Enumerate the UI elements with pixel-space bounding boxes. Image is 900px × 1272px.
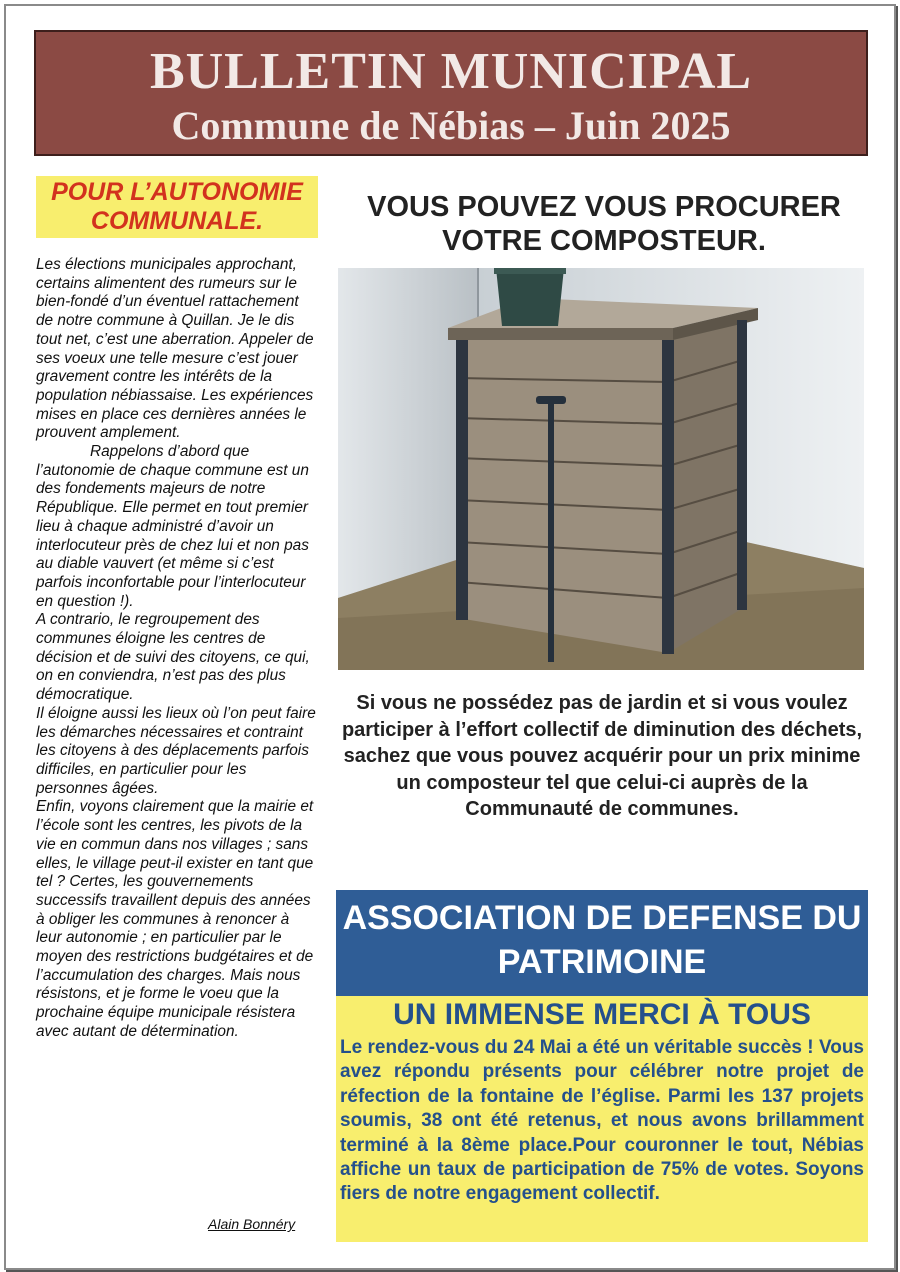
association-panel — [336, 996, 868, 1242]
association-article-body: Le rendez-vous du 24 Mai a été un véritable succès ! Vous avez répondu présents pour célébrer notre projet de réfection de la fontaine de l’église. Parmi les 137 projets soumis, 38 ont été retenus, et nous avons brillamment terminé à la 8ème place.Pour couronner le tout, Nébias affiche un taux de participation de 75% de votes. Soyons fiers de notre engagement collectif. — [340, 1037, 864, 1205]
masthead — [34, 30, 868, 156]
article-paragraph: Les élections municipales approchant, certains alimentent des rumeurs sur le bien-fondé d’un éventuel rattachement de notre commune à Quillan. Je le dis tout net, c’est une aberration. Appeler de ses voeux une telle mesure c’est jouer gravement contre les intérêts de la population nébiassaise. Les expériences mises en place ces dernières années le prouvent amplement. — [36, 256, 314, 442]
association-subheadline: UN IMMENSE MERCI À TOUS — [393, 998, 811, 1031]
article-paragraph: A contrario, le regroupement des communes éloigne les centres de décision et de suivi des citoyens, ce qui, on en conviendra, n’est pas des plus démocratique. — [36, 611, 310, 704]
masthead-title: BULLETIN MUNICIPAL — [149, 43, 753, 100]
compost-article-body: Si vous ne possédez pas de jardin et si vous voulez participer à l’effort collectif de diminution des déchets, sachez que vous pouvez acquérir pour un prix minime un composteur tel que celui-ci auprès de la Communauté de communes. — [341, 692, 863, 820]
masthead-subtitle: Commune de Nébias – Juin 2025 — [171, 103, 731, 148]
author-signature: Alain Bonnéry — [208, 1216, 296, 1232]
autonomy-article-body — [36, 256, 318, 1042]
autonomy-headline: POUR L’AUTONOMIE COMMUNALE. — [36, 176, 318, 238]
article-paragraph: Rappelons d’abord que l’autonomie de chaque commune est un des fondements majeurs de notre République. Elle permet en tout premier lieu à chaque administré d’avoir un interlocuteur près de chez lui et non pas au diable vauvert (et même si c’est parfois inconfortable pour l’interlocuteur en question !). — [36, 443, 309, 610]
composter-photo — [338, 268, 864, 670]
compost-headline: VOUS POUVEZ VOUS PROCURER VOTRE COMPOSTEUR. — [367, 191, 841, 257]
association-headline: ASSOCIATION DE DEFENSE DU PATRIMOINE — [336, 890, 868, 996]
article-paragraph: Il éloigne aussi les lieux où l’on peut faire les démarches nécessaires et contraint les citoyens à des déplacements parfois difficiles, en particulier pour les personnes âgées. — [36, 704, 316, 797]
composter-illustration — [338, 268, 864, 670]
article-paragraph: Enfin, voyons clairement que la mairie et l’école sont les centres, les pivots de la vie en commun dans nos villages ; sans elles, le village peut-il exister en tant que tel ? Certes, les gouvernements successifs travaillent depuis des années à obliger les communes à renoncer à leur autonomie ; en particulier par le moyen des restrictions budgétaires et de l’accumulation des charges. Mais nous résistons, et je forme le voeu que la prochaine équipe municipale résistera avec autant de détermination. — [36, 798, 314, 1040]
